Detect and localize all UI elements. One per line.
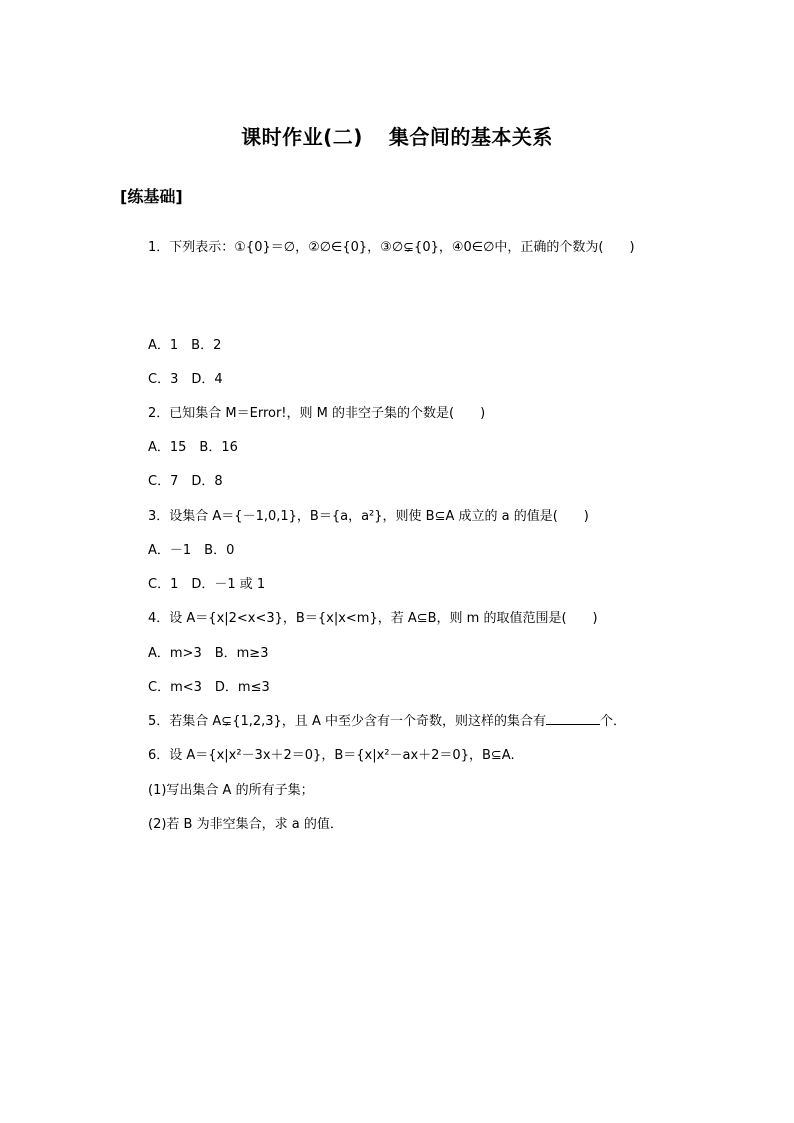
question-2-stem: 2．已知集合 M＝Error!，则 M 的非空子集的个数是( ): [148, 406, 486, 421]
question-1-options-cd: C．3 D．4: [148, 372, 223, 387]
question-6-stem: 6．设 A＝{x|x²－3x＋2＝0}，B＝{x|x²－ax＋2＝0}，B⊆A.: [148, 748, 515, 763]
title-right: 集合间的基本关系: [388, 125, 553, 149]
answer-blank: [546, 712, 600, 725]
question-5-text-after: 个．: [599, 714, 626, 729]
question-6-part-1: (1)写出集合 A 的所有子集；: [148, 783, 314, 798]
question-4-options-cd: C．m<3 D．m≤3: [148, 680, 270, 695]
question-3-stem: 3．设集合 A＝{－1,0,1}，B＝{a，a²}，则使 B⊆A 成立的 a 的值是( ): [148, 509, 589, 524]
question-1-stem: 1．下列表示：①{0}＝∅，②∅∈{0}，③∅⊊{0}，④0∈∅中，正确的个数为( ): [148, 240, 635, 255]
question-3-options-ab: A．－1 B．0: [148, 543, 235, 558]
page-title: [0, 121, 794, 150]
question-3-options-cd: C．1 D．－1 或 1: [148, 577, 266, 592]
section-heading: [练基础]: [120, 187, 183, 206]
question-5-text-before: 5．若集合 A⊊{1,2,3}，且 A 中至少含有一个奇数，则这样的集合有: [148, 714, 546, 729]
question-6-part-2: (2)若 B 为非空集合，求 a 的值．: [148, 817, 343, 832]
question-4-stem: 4．设 A＝{x|2<x<3}，B＝{x|x<m}，若 A⊆B，则 m 的取值范围是( ): [148, 611, 598, 626]
question-2-options-cd: C．7 D．8: [148, 474, 223, 489]
question-1-options-ab: A．1 B．2: [148, 338, 222, 353]
question-4-options-ab: A．m>3 B．m≥3: [148, 646, 269, 661]
question-2-options-ab: A．15 B．16: [148, 440, 238, 455]
title-left: 课时作业(二): [241, 125, 363, 149]
question-5-stem: [148, 710, 626, 729]
